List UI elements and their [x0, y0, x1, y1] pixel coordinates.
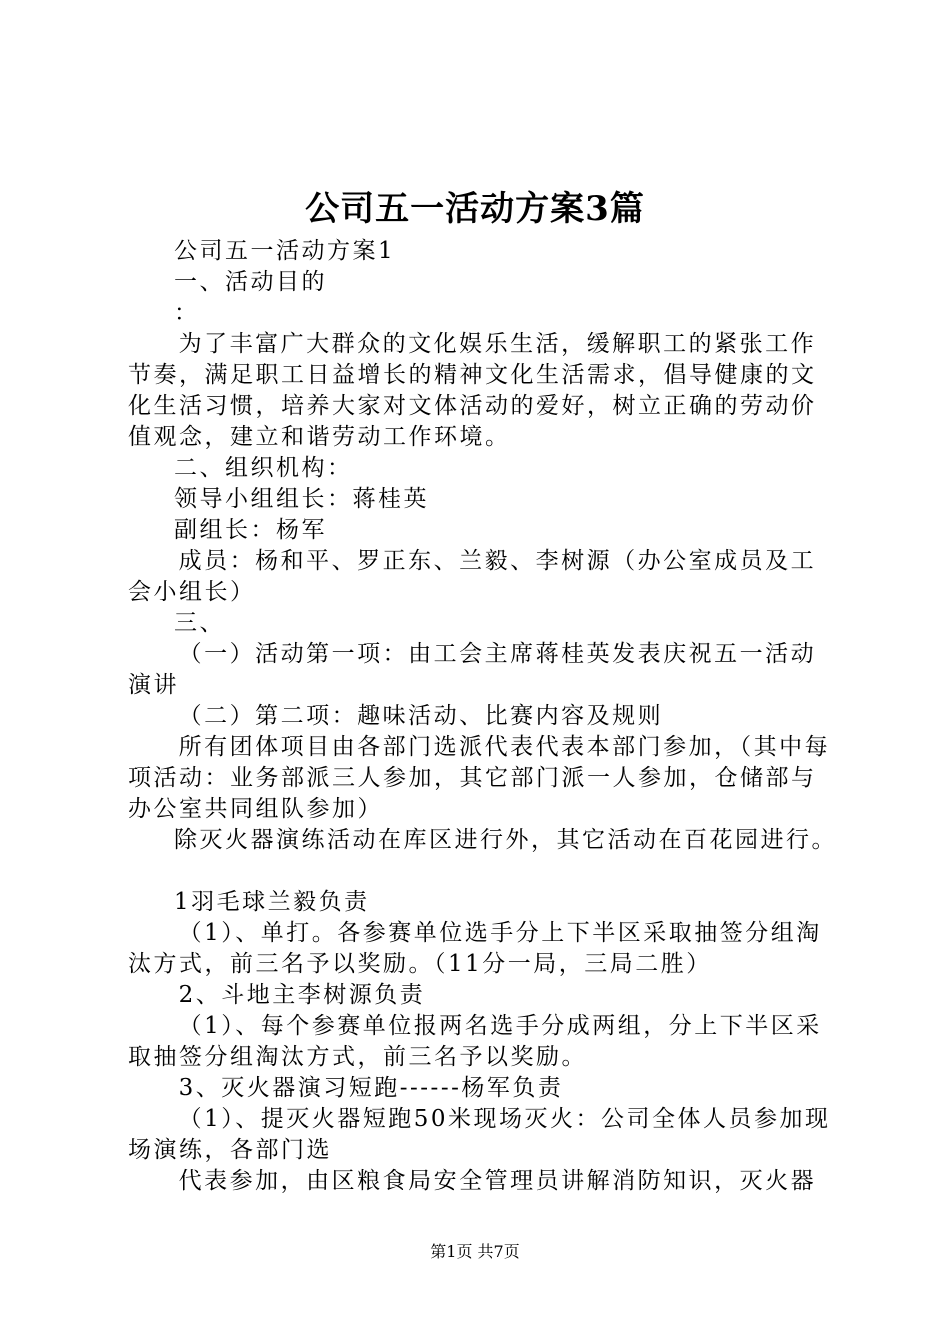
paragraph: 所有团体项目由各部门选派代表代表本部门参加，（其中每项活动：业务部派三人参加，其它部门派一人参加，仓储部与办公室共同组队参加）: [128, 734, 831, 822]
paragraph: 2、斗地主李树源负责: [178, 982, 426, 1008]
paragraph: 领导小组组长：蒋桂英: [174, 486, 429, 512]
blank-line: [128, 856, 838, 887]
paragraph: （1）、提灭火器短跑50米现场灭火：公司全体人员参加现场演练，各部门选: [128, 1106, 831, 1163]
paragraph: 副组长：杨军: [174, 517, 327, 543]
page-footer: 第1页 共7页: [430, 1242, 520, 1261]
paragraph: 公司五一活动方案1: [174, 238, 396, 264]
paragraph: 二、组织机构：: [174, 455, 353, 481]
document-body: [128, 236, 838, 1197]
paragraph: （一）活动第一项：由工会主席蒋桂英发表庆祝五一活动演讲: [128, 641, 817, 698]
paragraph: 一、活动目的: [174, 269, 327, 295]
paragraph: 三、: [174, 610, 225, 636]
paragraph: （1）、每个参赛单位报两名选手分成两组，分上下半区采取抽签分组淘汰方式，前三名予以奖励。: [128, 1013, 822, 1070]
paragraph: （1）、单打。各参赛单位选手分上下半区采取抽签分组淘汰方式，前三名予以奖励。（11分一局，三局二胜）: [128, 920, 822, 977]
paragraph: 成员：杨和平、罗正东、兰毅、李树源（办公室成员及工会小组长）: [128, 548, 817, 605]
paragraph: （二）第二项：趣味活动、比赛内容及规则: [178, 703, 664, 729]
paragraph: 为了丰富广大群众的文化娱乐生活，缓解职工的紧张工作节奏，满足职工日益增长的精神文化生活需求，倡导健康的文化生活习惯，培养大家对文体活动的爱好，树立正确的劳动价值观念，建立和谐劳动工作环境。: [128, 331, 817, 450]
paragraph: 除灭火器演练活动在库区进行外，其它活动在百花园进行。: [174, 827, 837, 853]
paragraph: 3、灭火器演习短跑------杨军负责: [178, 1075, 564, 1101]
paragraph: 代表参加，由区粮食局安全管理员讲解消防知识，灭火器: [178, 1168, 817, 1194]
paragraph: ：: [174, 300, 200, 326]
document-title: 公司五一活动方案3篇: [305, 189, 645, 229]
paragraph: 1羽毛球兰毅负责: [174, 889, 370, 915]
